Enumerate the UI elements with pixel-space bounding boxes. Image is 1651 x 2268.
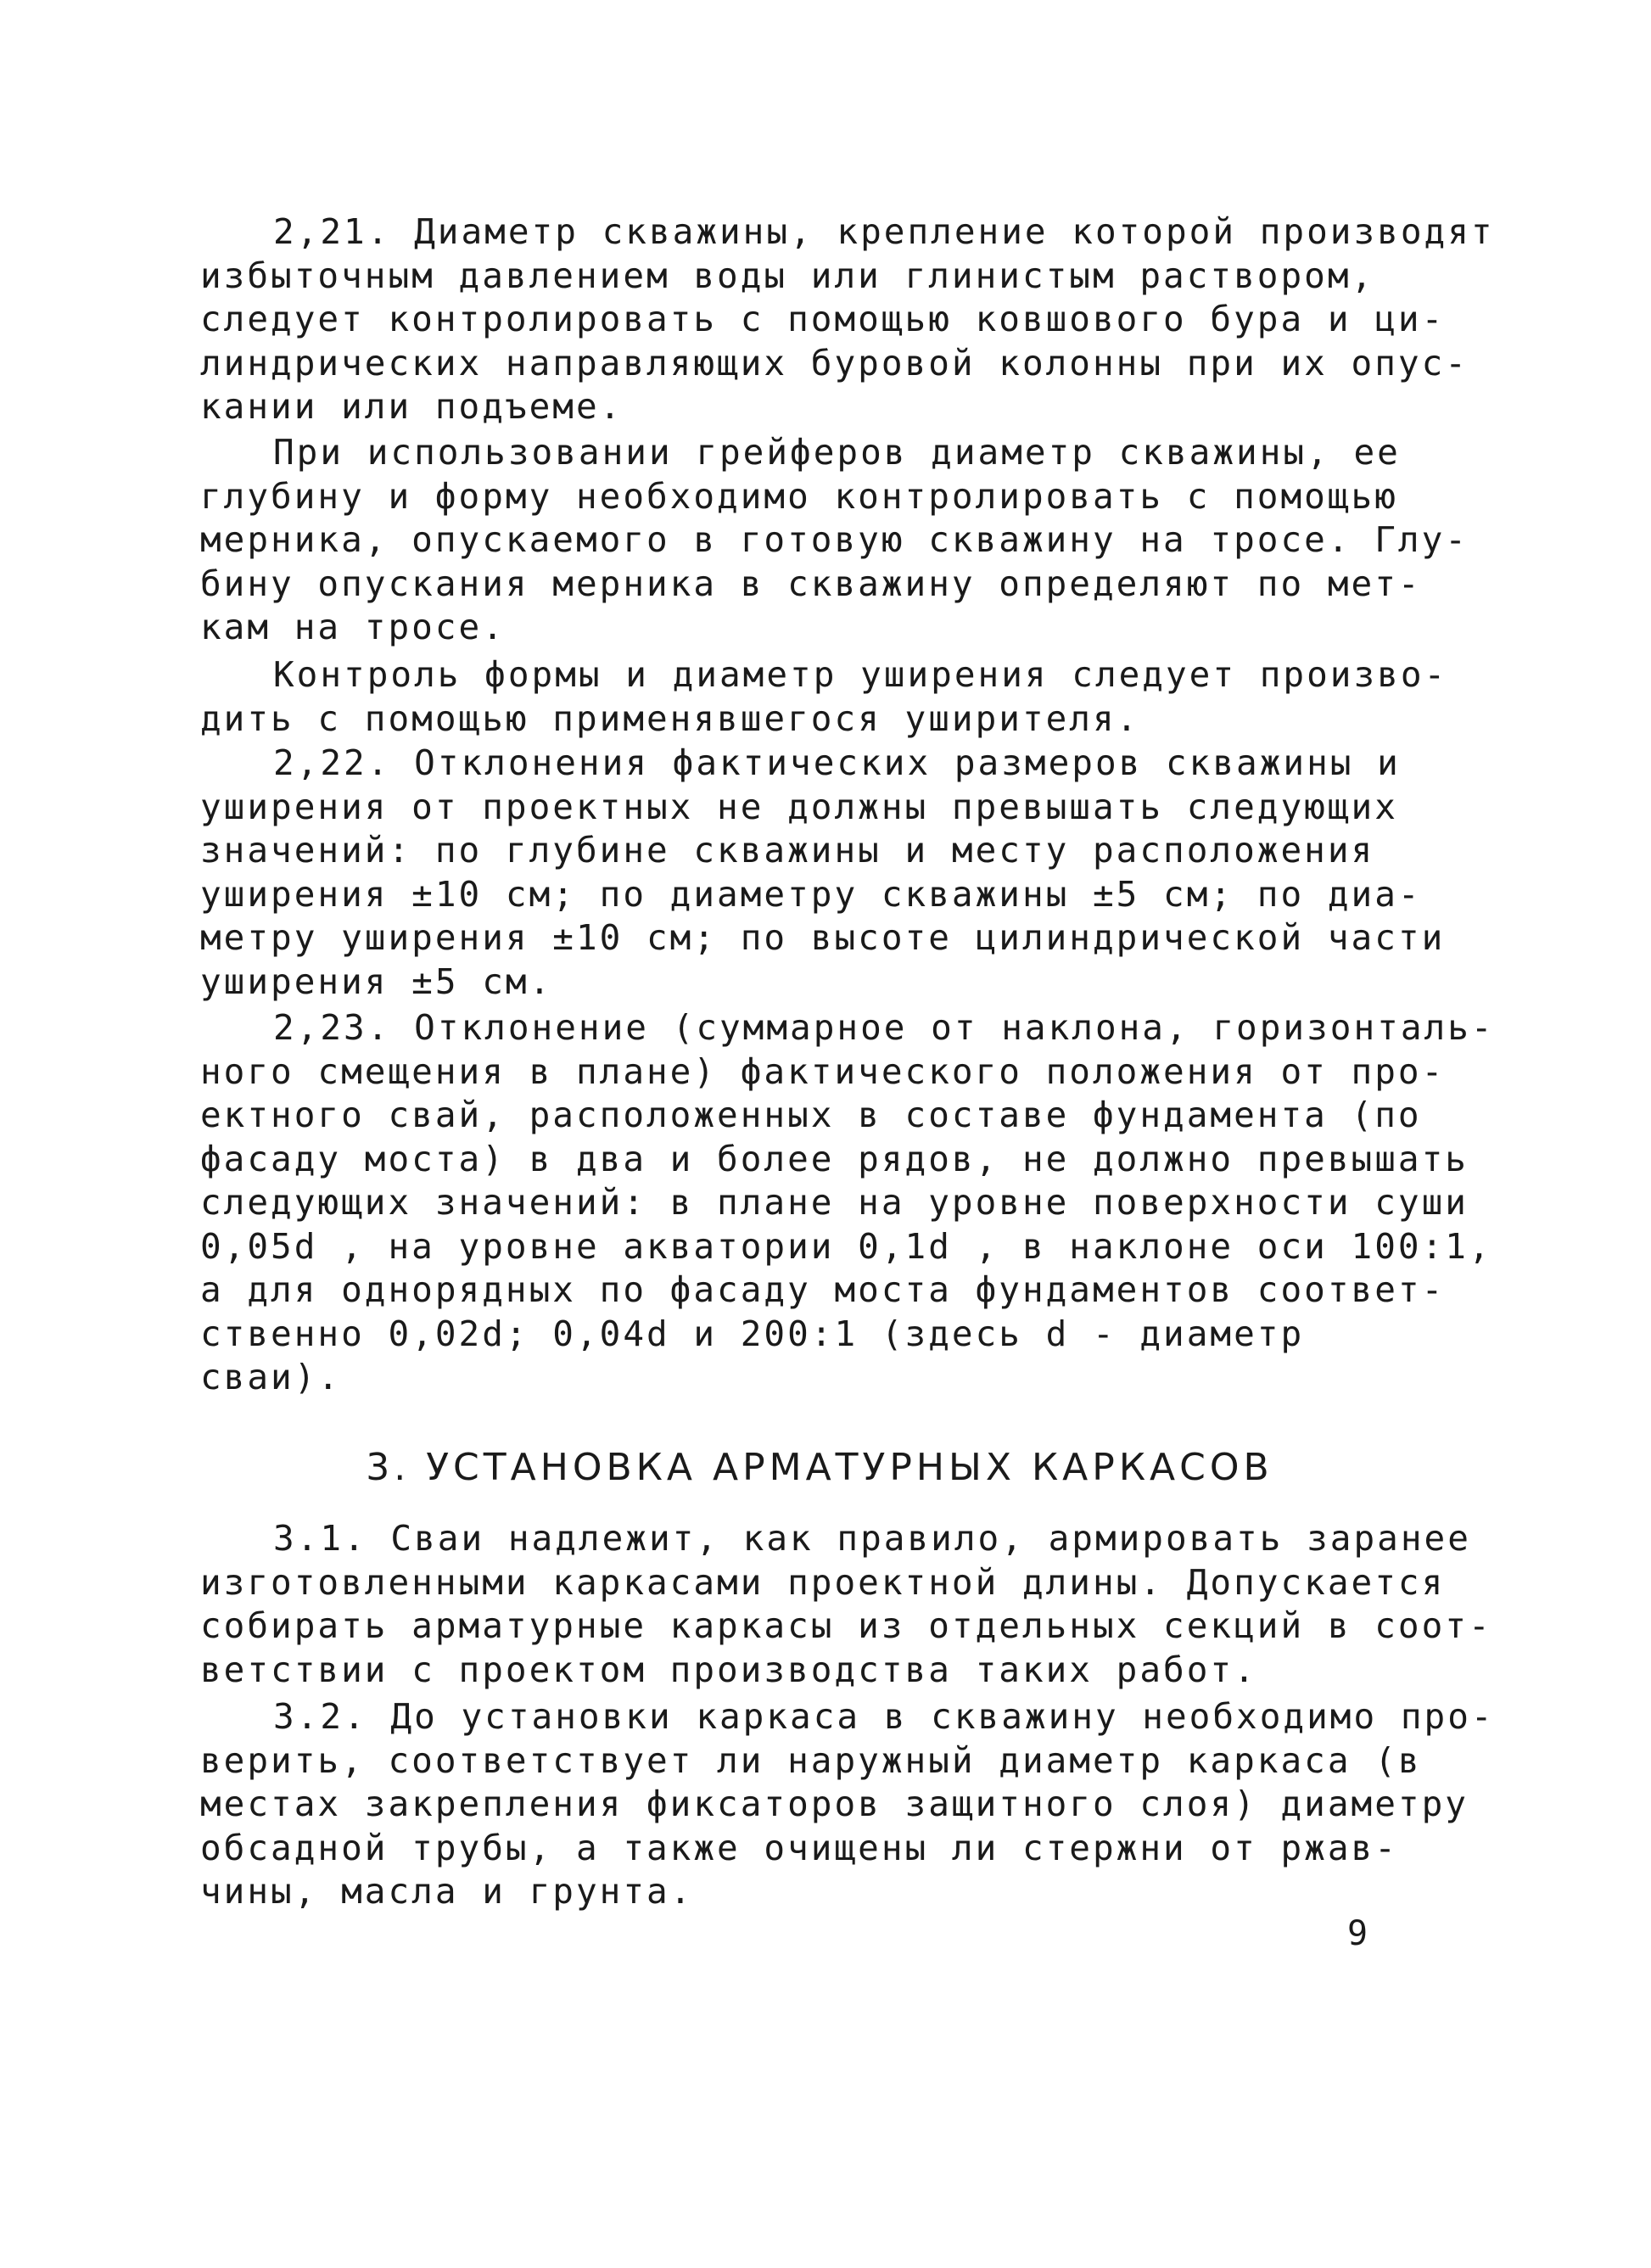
- text-line: ственно 0,02d; 0,04d и 200:1 (здесь d - диаметр: [200, 1313, 1305, 1354]
- text-line: мерника, опускаемого в готовую скважину на тросе. Глу-: [200, 519, 1469, 560]
- text-line: 3.1. Сваи надлежит, как правило, армировать заранее: [273, 1518, 1471, 1559]
- section-heading: 3. УСТАНОВКА АРМАТУРНЫХ КАРКАСОВ: [366, 1446, 1273, 1489]
- text-line: 2,21. Диаметр скважины, крепление которой производят: [273, 211, 1495, 252]
- text-line: уширения от проектных не должны превышать следующих: [200, 786, 1398, 827]
- text-line: верить, соответствует ли наружный диаметр каркаса (в: [200, 1739, 1422, 1781]
- text-line: метру уширения ±10 см; по высоте цилиндрической части: [200, 917, 1446, 958]
- text-line: изготовленными каркасами проектной длины. Допускается: [200, 1561, 1446, 1603]
- text-line: ектного свай, расположенных в составе фундамента (по: [200, 1095, 1422, 1135]
- text-line: 2,23. Отклонение (суммарное от наклона, горизонталь-: [273, 1007, 1495, 1048]
- text-line: следующих значений: в плане на уровне поверхности суши: [200, 1182, 1469, 1223]
- text-line: бину опускания мерника в скважину определяют по мет-: [200, 563, 1422, 604]
- text-line: ветствии с проектом производства таких работ.: [200, 1649, 1257, 1690]
- page-number: 9: [1347, 1914, 1371, 1953]
- text-line: линдрических направляющих буровой колонны при их опус-: [200, 342, 1469, 384]
- text-line: чины, масла и грунта.: [200, 1871, 694, 1912]
- text-line: 0,05d , на уровне акватории 0,1d , в наклоне оси 100:1,: [200, 1225, 1492, 1267]
- text-line: фасаду моста) в два и более рядов, не должно превышать: [200, 1138, 1469, 1179]
- text-line: собирать арматурные каркасы из отдельных секций в соот-: [200, 1605, 1492, 1646]
- text-line: сваи).: [200, 1357, 342, 1397]
- text-line: уширения ±10 см; по диаметру скважины ±5 см; по диа-: [200, 873, 1422, 915]
- paragraph-2-21: [200, 210, 1495, 429]
- text-line: дить с помощью применявшегося уширителя.: [200, 697, 1140, 739]
- text-line: следует контролировать с помощью ковшового бура и ци-: [200, 299, 1446, 339]
- text-line: уширения ±5 см.: [200, 960, 553, 1002]
- text-line: ного смещения в плане) фактического положения от про-: [200, 1050, 1446, 1092]
- text-line: кам на тросе.: [200, 607, 506, 647]
- paragraph-widening-control: [200, 653, 1448, 741]
- text-line: местах закрепления фиксаторов защитного слоя) диаметру: [200, 1784, 1469, 1824]
- paragraph-3-2: [200, 1695, 1495, 1914]
- text-line: а для однорядных по фасаду моста фундаментов соответ-: [200, 1269, 1446, 1310]
- text-line: 2,22. Отклонения фактических размеров скважины и: [273, 742, 1401, 783]
- paragraph-2-23: [200, 1006, 1495, 1400]
- paragraph-2-22: [200, 742, 1446, 1004]
- text-line: При использовании грейферов диаметр скважины, ее: [273, 432, 1401, 473]
- paragraph-3-1: [200, 1517, 1492, 1692]
- text-line: глубину и форму необходимо контролировать с помощью: [200, 475, 1398, 517]
- text-line: Контроль формы и диаметр уширения следует произво-: [273, 654, 1448, 695]
- text-line: 3.2. До установки каркаса в скважину необходимо про-: [273, 1696, 1495, 1737]
- paragraph-grab-control: [200, 431, 1469, 650]
- text-line: значений: по глубине скважины и месту расположения: [200, 830, 1375, 871]
- text-line: кании или подъеме.: [200, 386, 624, 427]
- text-line: избыточным давлением воды или глинистым раствором,: [200, 255, 1375, 296]
- text-line: обсадной трубы, а также очищены ли стержни от ржав-: [200, 1827, 1398, 1868]
